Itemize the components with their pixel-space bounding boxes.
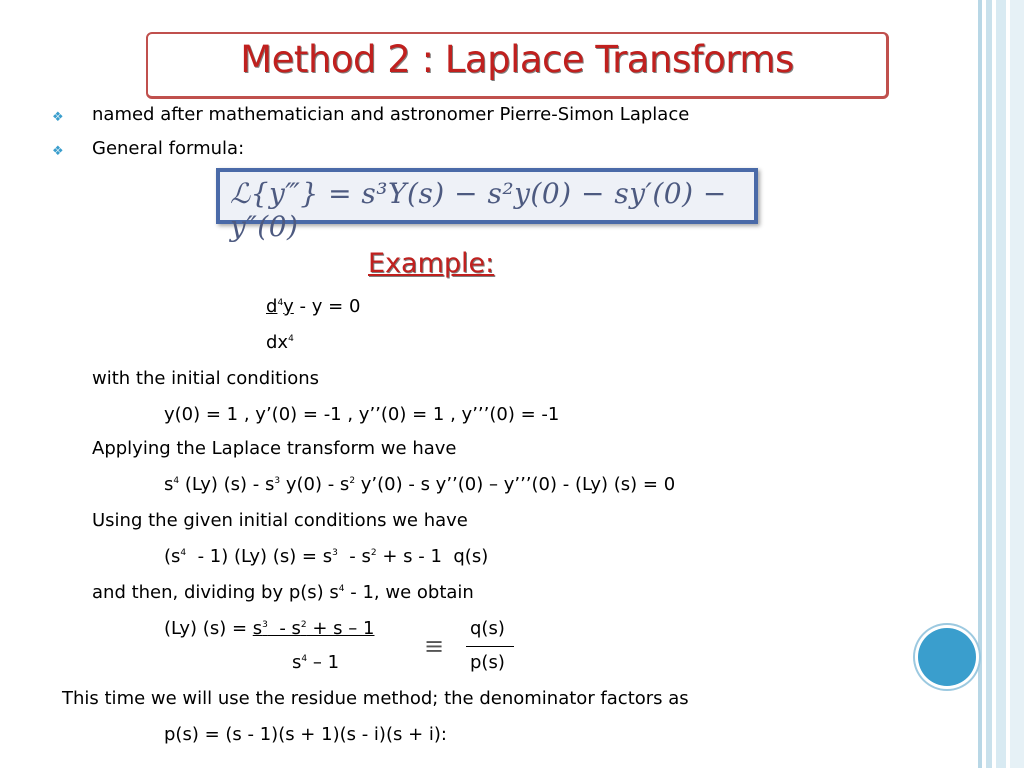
fraction-p: p(s): [470, 652, 505, 673]
transformed-equation: $s^4$ (Ly) $(s) - s^3$ $y(0) - s^2$ y’(0) - s y’’(0) – y’’’(0) - (Ly) (s) = 0: [164, 474, 676, 495]
dividing-sup: 4: [338, 584, 345, 594]
example-heading: Example:: [368, 248, 495, 279]
circle-accent-icon: [918, 628, 976, 686]
ic-intro: with the initial conditions: [92, 368, 319, 389]
border-band: [996, 0, 1006, 768]
ode-dx: dx: [266, 332, 289, 353]
border-band: [986, 0, 992, 768]
fraction-lhs: (Ly) (s) =: [164, 618, 253, 639]
ode-denominator: [266, 332, 294, 353]
dividing-text: and then, dividing by p(s) s: [92, 582, 339, 603]
title-box: [146, 32, 889, 99]
diamond-bullet-icon: ❖: [52, 110, 64, 125]
fraction-left: [164, 618, 374, 639]
ode-numerator: [266, 296, 360, 317]
residue-line: This time we will use the residue method; the denominator factors as: [62, 688, 689, 709]
ode-d: d: [266, 296, 278, 317]
apply-intro: Applying the Laplace transform we have: [92, 438, 457, 459]
diamond-bullet-icon: ❖: [52, 144, 64, 159]
border-band: [978, 0, 982, 768]
dividing-tail: - 1, we obtain: [344, 582, 474, 603]
fraction-denominator: $s^4 - 1$: [292, 652, 340, 673]
general-formula: ℒ{y‴} = s³Y(s) − s²y(0) − sy′(0) − y″(0): [230, 177, 727, 243]
ode-rest: - y = 0: [293, 296, 361, 317]
factors-line: p(s) = (s - 1)(s + 1)(s - i)(s + i):: [164, 724, 447, 745]
general-formula-image: [216, 168, 758, 243]
ode-order: 4: [277, 298, 284, 308]
using-intro: Using the given initial conditions we have: [92, 510, 468, 531]
equivalence-symbol: ≡: [424, 632, 445, 660]
fraction-q: q(s): [470, 618, 505, 639]
bullet-text: General formula:: [92, 138, 245, 159]
bullet-text: named after mathematician and astronomer Pierre-Simon Laplace: [92, 104, 690, 125]
fraction-numerator: $s^3 - s^2 + s - 1$: [252, 618, 375, 639]
slide-title: Method 2 : Laplace Transforms: [240, 38, 794, 81]
fraction-bar: [466, 646, 514, 647]
right-border-decoration: [976, 0, 1024, 768]
ode-denom-order: 4: [288, 334, 294, 344]
border-band: [1010, 0, 1024, 768]
ode-y: y: [283, 296, 294, 317]
simplified-equation: $(s^4 - 1)$ (Ly) $(s) = s^3 - s^2 + s - 1$ q(s): [164, 546, 489, 567]
dividing-intro: [92, 582, 474, 603]
ic-values: y(0) = 1 , y’(0) = -1 , y’’(0) = 1 , y’’’(0) = -1: [164, 404, 560, 425]
